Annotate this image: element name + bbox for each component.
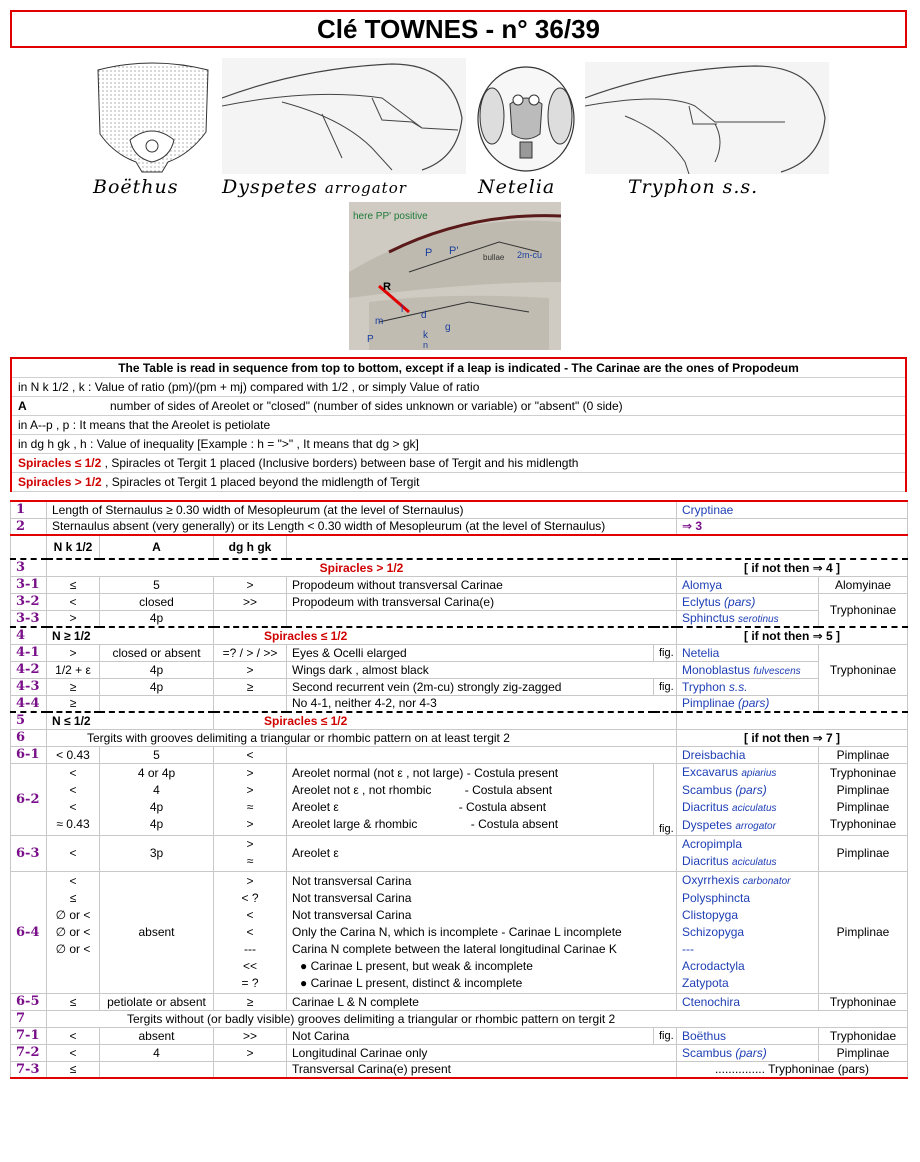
key-row-4: 4 N ≥ 1/2 Spiracles ≤ 1/2 [ if not then ⇒ 5 ] <box>11 627 908 644</box>
tryphon-label: Tryphon s.s. <box>628 176 759 198</box>
dyspetes-label: Dyspetes arrogator <box>222 176 407 198</box>
key-row-3: 3 Spiracles > 1/2 [ if not then ⇒ 4 ] <box>11 559 908 576</box>
legend-header: The Table is read in sequence from top to bottom, except if a leap is indicated - The Carinae are the ones of Propodeum <box>11 358 906 378</box>
tryphon-wing-illustration <box>585 62 829 174</box>
key-row-4-4: 4-4 ≥ No 4-1, neither 4-2, nor 4-3 Pimplinae (pars) <box>11 695 908 712</box>
key-row-7: 7 Tergits without (or badly visible) grooves delimiting a triangular or rhombic pattern on tergit 2 <box>11 1010 908 1027</box>
page-title: Clé TOWNES - n° 36/39 <box>10 10 907 48</box>
key-row-6-1: 6-1 < 0.43 5 < Dreisbachia Pimplinae <box>11 746 908 763</box>
photo-label-n: n <box>423 340 429 350</box>
dyspetes-wing-illustration <box>222 58 466 174</box>
netelia-label: Netelia <box>478 176 556 198</box>
wing-photo-drawing <box>349 202 561 350</box>
boethus-label: Boëthus <box>93 176 179 198</box>
key-column-headers: N k 1/2 A dg h gk <box>11 535 908 559</box>
key-row-3-1: 3-1 ≤ 5 > Propodeum without transversal Carinae Alomya Alomyinae <box>11 576 908 593</box>
photo-label-l: l <box>401 304 404 315</box>
legend-table <box>10 357 907 492</box>
legend-line-spir-gt: Spiracles > 1/2 , Spiracles ot Tergit 1 placed beyond the midlength of Tergit <box>11 473 906 492</box>
photo-label-p-lower: P <box>367 334 374 345</box>
key-row-5: 5 N ≤ 1/2 Spiracles ≤ 1/2 <box>11 712 908 729</box>
key-table <box>10 500 908 1079</box>
netelia-head-illustration <box>474 64 578 174</box>
key-row-6-3: 6-3 < 3p > ≈ Areolet ε Acropimpla Diacritus aciculatus Pimplinae <box>11 835 908 871</box>
key-row-2: 2 Sternaulus absent (very generally) or its Length < 0.30 width of Mesopleurum (at the level of Sternaulus) ⇒ 3 <box>11 518 908 535</box>
key-row-6-2: 6-2 < < < ≈ 0.43 4 or 4p 4 4p 4p > > ≈ > Areolet normal (not ε , not large) - Costula present Areolet not ε , not rhombic - Costula absent Areolet ε - Costula absent Areolet large & rhombic - Costula absent fig. Excavarus apiarius Scambus (pars) Diacritus aciculatus Dyspetes arrogator Tryphoninae Pimplinae Pimplinae Tryphoninae <box>11 763 908 835</box>
legend-line-petiolate: in A--p , p : It means that the Areolet is petiolate <box>11 416 906 435</box>
key-row-7-3: 7-3 ≤ Transversal Carina(e) present ............... Tryphoninae (pars) <box>11 1061 908 1078</box>
legend-line-nk: in N k 1/2 , k : Value of ratio (pm)/(pm + mj) compared with 1/2 , or simply Value of ratio <box>11 378 906 397</box>
legend-line-a: A number of sides of Areolet or "closed" (number of sides unknown or variable) or "absent" (0 side) <box>11 397 906 416</box>
photo-label-r: R <box>383 281 391 293</box>
key-row-6-4: 6-4 < ≤ ∅ or < ∅ or < ∅ or < absent > < ? < < --- << = ? Not transversal Carina Not transversal Carina Not transversal Carina Only the Carina N, which is incomplete - Carinae L incomplete Carina N complete between the lateral longitudinal Carinae K ● Carinae L present, but weak & incomplete ● Carinae L present, distinct & incomplete Oxyrrhexis carbonator Polysphincta Clistopyga Schizopyga --- Acrodactyla Zatypota Pimplinae <box>11 871 908 993</box>
key-row-7-2: 7-2 < 4 > Longitudinal Carinae only Scambus (pars) Pimplinae <box>11 1044 908 1061</box>
key-row-3-2: 3-2 < closed >> Propodeum with transversal Carina(e) Eclytus (pars) Tryphoninae <box>11 593 908 610</box>
key-row-4-3: 4-3 ≥ 4p ≥ Second recurrent vein (2m-cu) strongly zig-zagged fig. Tryphon s.s. <box>11 678 908 695</box>
photo-label-g: g <box>445 322 451 333</box>
key-row-3-3: 3-3 > 4p Sphinctus serotinus <box>11 610 908 627</box>
photo-label-bullae: bullae <box>483 253 505 262</box>
photo-label-2m-cu: 2m-cu <box>517 250 543 260</box>
key-row-7-1: 7-1 < absent >> Not Carina fig. Boëthus Tryphonidae <box>11 1027 908 1044</box>
boethus-illustration <box>90 62 215 174</box>
photo-label-p-prime: P' <box>449 245 459 257</box>
photo-label-k: k <box>423 330 428 341</box>
key-row-6: 6 Tergits with grooves delimiting a triangular or rhombic pattern on at least tergit 2 [ if not then ⇒ 7 ] <box>11 729 908 746</box>
photo-label-p: P <box>425 247 433 259</box>
legend-line-spir-le: Spiracles ≤ 1/2 , Spiracles ot Tergit 1 placed (Inclusive borders) between base of Tergit and his midlength <box>11 454 906 473</box>
key-row-6-5: 6-5 ≤ petiolate or absent ≥ Carinae L & N complete Ctenochira Tryphoninae <box>11 993 908 1010</box>
key-row-4-1: 4-1 > closed or absent =? / > / >> Eyes & Ocelli elarged fig. Netelia Tryphoninae <box>11 644 908 661</box>
photo-label-d: d <box>421 310 427 321</box>
key-row-4-2: 4-2 1/2 + ε 4p > Wings dark , almost black Monoblastus fulvescens <box>11 661 908 678</box>
key-row-1: 1 Length of Sternaulus ≥ 0.30 width of Mesopleurum (at the level of Sternaulus) Cryptinae <box>11 501 908 518</box>
photo-caption: here PP' positive <box>353 211 428 222</box>
legend-line-dg: in dg h gk , h : Value of inequality [Example : h = ">" , It means that dg > gk] <box>11 435 906 454</box>
wing-photo <box>349 202 561 350</box>
photo-label-m: m <box>375 316 384 327</box>
